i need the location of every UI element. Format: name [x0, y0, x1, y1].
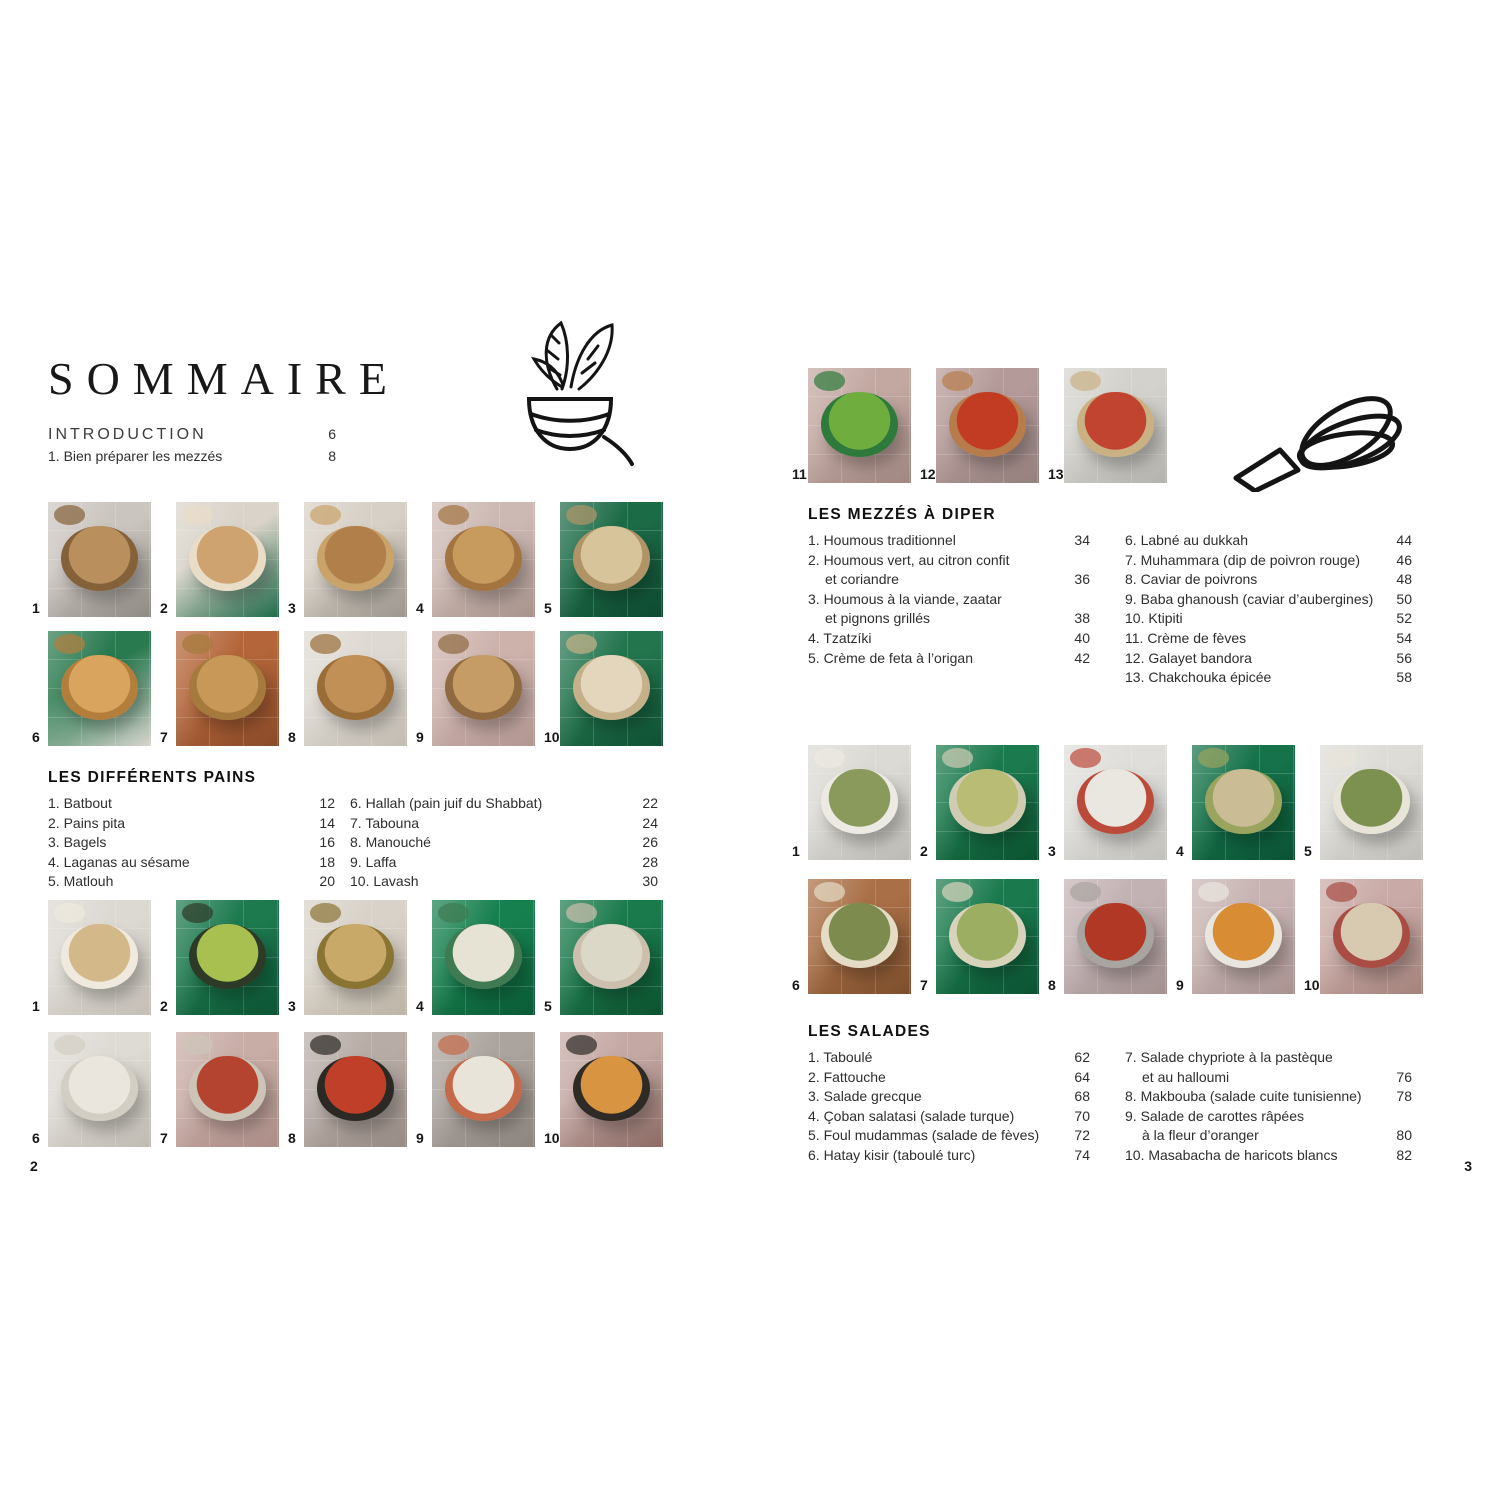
- food-photo-image: [176, 631, 279, 746]
- toc-entry-title: INTRODUCTION: [48, 426, 207, 443]
- food-photo-image: [936, 879, 1039, 994]
- toc-column: [1125, 1048, 1412, 1166]
- section-mezzes: [808, 506, 1412, 688]
- toc-entry-title: et pignons grillés: [825, 610, 931, 627]
- toc-entry: [808, 570, 1090, 590]
- photo-number: 12: [920, 466, 936, 482]
- toc-entry-page: 46: [1396, 551, 1412, 568]
- page-title: SOMMAIRE: [48, 353, 400, 404]
- food-photo: [286, 631, 407, 746]
- dish-shape: [1205, 769, 1281, 833]
- toc-entry-title: 10. Ktipiti: [1125, 610, 1183, 627]
- food-photo: [158, 631, 279, 746]
- food-photo-image: [176, 1032, 279, 1147]
- accent-shape: [310, 505, 341, 525]
- toc-entry-page: 40: [1074, 629, 1090, 646]
- photo-number: 8: [288, 1130, 296, 1146]
- food-photo-image: [1064, 368, 1167, 483]
- photo-number: 2: [920, 843, 928, 859]
- photo-number: 3: [288, 600, 296, 616]
- accent-shape: [182, 1035, 213, 1055]
- dish-shape: [573, 655, 649, 719]
- food-photo-image: [1064, 879, 1167, 994]
- toc-entry-title: 8. Manouché: [350, 834, 431, 851]
- food-photo: [414, 631, 535, 746]
- photo-number: 7: [160, 729, 168, 745]
- toc-entry-page: 16: [319, 834, 335, 851]
- dish-shape: [445, 526, 521, 590]
- toc-entry-title: 6. Hallah (pain juif du Shabbat): [350, 795, 543, 811]
- toc-entry: [1125, 570, 1412, 590]
- dish-shape: [821, 392, 897, 456]
- toc-entry: [1125, 1087, 1412, 1107]
- toc-entry-page: 42: [1074, 649, 1090, 666]
- toc-entry: [808, 531, 1090, 551]
- toc-entry-title: 7. Salade chypriote à la pastèque: [1125, 1049, 1333, 1065]
- toc-entry-page: 48: [1396, 571, 1412, 588]
- food-photo-image: [176, 502, 279, 617]
- toc-entry-page: 26: [642, 834, 658, 851]
- toc-column: [808, 531, 1090, 668]
- accent-shape: [1198, 882, 1229, 902]
- toc-entry-page: 50: [1396, 590, 1412, 607]
- food-photo: [286, 1032, 407, 1147]
- food-photo-image: [560, 900, 663, 1015]
- food-photo: [918, 745, 1039, 860]
- dish-shape: [1333, 769, 1409, 833]
- dish-shape: [445, 1056, 521, 1120]
- introduction-block: [48, 424, 336, 466]
- toc-entry: [808, 1126, 1090, 1146]
- accent-shape: [814, 882, 845, 902]
- food-photo: [1174, 745, 1295, 860]
- toc-entry-title: 10. Masabacha de haricots blancs: [1125, 1146, 1338, 1163]
- toc-entry: [350, 814, 658, 834]
- dish-shape: [317, 924, 393, 988]
- food-photo-image: [560, 631, 663, 746]
- toc-entry: [1125, 1048, 1412, 1068]
- toc-entry: [1125, 551, 1412, 571]
- photo-number: 13: [1048, 466, 1064, 482]
- toc-column: [1125, 531, 1412, 688]
- toc-entry-page: 74: [1074, 1146, 1090, 1163]
- accent-shape: [54, 505, 85, 525]
- whisk-illustration: [1228, 392, 1408, 492]
- dish-shape: [61, 655, 137, 719]
- toc-entry: [350, 853, 658, 873]
- food-photo: [30, 631, 151, 746]
- toc-entry-page: 20: [319, 873, 335, 890]
- food-photo-image: [48, 631, 151, 746]
- toc-entry-title: 7. Muhammara (dip de poivron rouge): [1125, 551, 1361, 568]
- toc-entry-title: 9. Laffa: [350, 853, 397, 870]
- food-photo-image: [304, 900, 407, 1015]
- dish-shape: [317, 1056, 393, 1120]
- section-title: LES DIFFÉRENTS PAINS: [48, 769, 257, 786]
- photo-number: 8: [1048, 977, 1056, 993]
- toc-entry-title: 3. Bagels: [48, 834, 107, 851]
- toc-entry-page: 52: [1396, 610, 1412, 627]
- food-photo: [286, 900, 407, 1015]
- dish-shape: [61, 526, 137, 590]
- toc-entry: [808, 1146, 1090, 1166]
- toc-entry-title: 5. Foul mudammas (salade de fèves): [808, 1127, 1040, 1144]
- photo-number: 10: [544, 1130, 560, 1146]
- accent-shape: [182, 903, 213, 923]
- photo-number: 11: [792, 466, 807, 482]
- toc-entry-page: 72: [1074, 1127, 1090, 1144]
- dish-shape: [445, 924, 521, 988]
- toc-entry-page: 22: [642, 795, 658, 811]
- section-title: LES MEZZÉS À DIPER: [808, 506, 996, 523]
- food-photo-image: [48, 900, 151, 1015]
- accent-shape: [566, 903, 597, 923]
- page-number-right: 3: [1464, 1158, 1472, 1174]
- food-photo-image: [432, 1032, 535, 1147]
- photo-number: 4: [416, 998, 424, 1014]
- toc-entry: [808, 649, 1090, 669]
- dip-photo-grid: [30, 900, 670, 1147]
- food-photo-image: [1064, 745, 1167, 860]
- toc-entry: [808, 1107, 1090, 1127]
- toc-entry: [1125, 629, 1412, 649]
- photo-number: 6: [792, 977, 800, 993]
- accent-shape: [942, 882, 973, 902]
- accent-shape: [182, 634, 213, 654]
- toc-entry-title: 13. Chakchouka épicée: [1125, 669, 1272, 686]
- toc-entry-page: 62: [1074, 1049, 1090, 1065]
- toc-entry: [808, 1087, 1090, 1107]
- accent-shape: [566, 634, 597, 654]
- food-photo-image: [432, 631, 535, 746]
- toc-entry-page: 18: [319, 853, 335, 870]
- accent-shape: [54, 634, 85, 654]
- toc-entry-title: 4. Laganas au sésame: [48, 853, 190, 870]
- toc-entry: [1125, 1146, 1412, 1166]
- toc-entry: [350, 872, 658, 892]
- toc-entry: [808, 629, 1090, 649]
- food-photo-image: [560, 502, 663, 617]
- dish-shape: [61, 924, 137, 988]
- toc-entry-page: 24: [642, 814, 658, 831]
- toc-entry-title: 3. Salade grecque: [808, 1088, 922, 1105]
- photo-number: 6: [32, 729, 40, 745]
- toc-entry-title: 4. Tzatzíki: [808, 629, 872, 646]
- toc-entry-page: 30: [642, 873, 658, 890]
- food-photo-image: [48, 502, 151, 617]
- toc-entry-page: 78: [1396, 1088, 1412, 1105]
- photo-number: 9: [416, 729, 424, 745]
- section-title: LES SALADES: [808, 1023, 931, 1040]
- food-photo-image: [432, 502, 535, 617]
- dish-shape: [445, 655, 521, 719]
- accent-shape: [438, 505, 469, 525]
- dish-shape: [1077, 769, 1153, 833]
- food-photo: [790, 368, 911, 483]
- food-photo: [414, 900, 535, 1015]
- food-photo-image: [304, 631, 407, 746]
- photo-number: 4: [1176, 843, 1184, 859]
- food-photo: [158, 1032, 279, 1147]
- toc-entry: [350, 794, 658, 814]
- toc-column: [48, 794, 335, 892]
- photo-number: 1: [792, 843, 800, 859]
- toc-entry: [48, 833, 335, 853]
- toc-entry: [48, 794, 335, 814]
- toc-entry-title: 1. Batbout: [48, 795, 112, 811]
- accent-shape: [438, 634, 469, 654]
- toc-entry-title: et coriandre: [825, 571, 899, 588]
- food-photo-image: [176, 900, 279, 1015]
- toc-entry: [1125, 649, 1412, 669]
- accent-shape: [310, 634, 341, 654]
- food-photo-image: [560, 1032, 663, 1147]
- toc-entry-title: 3. Houmous à la viande, zaatar: [808, 590, 1002, 607]
- food-photo-image: [808, 745, 911, 860]
- toc-entry-title: 2. Fattouche: [808, 1068, 886, 1085]
- food-photo-image: [936, 368, 1039, 483]
- photo-number: 4: [416, 600, 424, 616]
- toc-entry-title: 1. Houmous traditionnel: [808, 532, 956, 548]
- toc-entry-title: 1. Taboulé: [808, 1049, 873, 1065]
- toc-entry-title: 8. Makbouba (salade cuite tunisienne): [1125, 1088, 1362, 1105]
- toc-entry-page: 58: [1396, 669, 1412, 686]
- dish-shape: [189, 655, 265, 719]
- dish-shape: [189, 924, 265, 988]
- toc-entry: [350, 833, 658, 853]
- photo-number: 5: [544, 998, 552, 1014]
- toc-entry: [1125, 590, 1412, 610]
- accent-shape: [1326, 882, 1357, 902]
- toc-entry-title: 12. Galayet bandora: [1125, 649, 1252, 666]
- photo-number: 10: [544, 729, 560, 745]
- toc-entry-title: 7. Tabouna: [350, 814, 420, 831]
- food-photo: [286, 502, 407, 617]
- food-photo: [30, 900, 151, 1015]
- toc-entry-page: 70: [1074, 1107, 1090, 1124]
- accent-shape: [1070, 882, 1101, 902]
- food-photo-image: [808, 879, 911, 994]
- dish-shape: [189, 526, 265, 590]
- dish-shape: [573, 924, 649, 988]
- toc-entry-title: 1. Bien préparer les mezzés: [48, 448, 223, 464]
- photo-number: 1: [32, 998, 40, 1014]
- food-photo-image: [808, 368, 911, 483]
- dish-shape: [573, 1056, 649, 1120]
- toc-entry-title: 5. Crème de feta à l’origan: [808, 649, 973, 666]
- toc-entry-page: 38: [1074, 610, 1090, 627]
- bowl-with-herbs-illustration: [500, 315, 640, 467]
- toc-entry-title: 11. Crème de fèves: [1125, 629, 1247, 646]
- accent-shape: [814, 371, 845, 391]
- food-photo: [1046, 879, 1167, 994]
- accent-shape: [942, 371, 973, 391]
- accent-shape: [310, 903, 341, 923]
- food-photo: [918, 368, 1039, 483]
- toc-entry-page: 76: [1396, 1068, 1412, 1085]
- toc-entry-title: 10. Lavash: [350, 873, 419, 890]
- toc-entry-title: 8. Caviar de poivrons: [1125, 571, 1258, 588]
- food-photo-image: [304, 1032, 407, 1147]
- food-photo: [918, 879, 1039, 994]
- accent-shape: [1070, 371, 1101, 391]
- accent-shape: [942, 748, 973, 768]
- toc-entry-page: 64: [1074, 1068, 1090, 1085]
- food-photo: [542, 1032, 663, 1147]
- photo-number: 3: [1048, 843, 1056, 859]
- accent-shape: [566, 1035, 597, 1055]
- food-photo: [1046, 745, 1167, 860]
- photo-number: 10: [1304, 977, 1320, 993]
- section-salades: [808, 1023, 1412, 1166]
- toc-entry-title: 9. Baba ghanoush (caviar d’aubergines): [1125, 590, 1374, 607]
- toc-entry: [1125, 609, 1412, 629]
- toc-entry-title: 2. Pains pita: [48, 814, 126, 831]
- toc-entry-page: 36: [1074, 571, 1090, 588]
- salad-photo-grid: [790, 745, 1430, 994]
- toc-entry: [48, 424, 336, 446]
- toc-entry-title: et au halloumi: [1142, 1068, 1230, 1085]
- section-breads: [48, 769, 658, 892]
- food-photo: [542, 631, 663, 746]
- dish-shape: [821, 903, 897, 967]
- food-photo: [30, 1032, 151, 1147]
- food-photo: [1174, 879, 1295, 994]
- food-photo-image: [1192, 879, 1295, 994]
- food-photo: [1302, 879, 1423, 994]
- food-photo: [158, 502, 279, 617]
- photo-number: 2: [160, 998, 168, 1014]
- food-photo: [158, 900, 279, 1015]
- dish-shape: [949, 769, 1025, 833]
- dish-shape: [1077, 392, 1153, 456]
- food-photo: [1302, 745, 1423, 860]
- dish-shape: [1077, 903, 1153, 967]
- toc-entry-page: 12: [319, 795, 335, 811]
- toc-entry: [48, 872, 335, 892]
- toc-entry-page: 56: [1396, 649, 1412, 666]
- dish-shape: [949, 903, 1025, 967]
- photo-number: 7: [920, 977, 928, 993]
- toc-column: [808, 1048, 1090, 1166]
- toc-entry-title: 2. Houmous vert, au citron confit: [808, 551, 1010, 568]
- dish-shape: [317, 526, 393, 590]
- toc-entry-page: 28: [642, 853, 658, 870]
- food-photo: [790, 879, 911, 994]
- toc-entry-title: à la fleur d’oranger: [1142, 1127, 1259, 1144]
- toc-entry-title: 5. Matlouh: [48, 873, 114, 890]
- toc-entry-page: 34: [1074, 532, 1090, 548]
- accent-shape: [182, 505, 213, 525]
- accent-shape: [1326, 748, 1357, 768]
- food-photo: [790, 745, 911, 860]
- toc-entry-page: 68: [1074, 1088, 1090, 1105]
- accent-shape: [54, 1035, 85, 1055]
- toc-entry-page: 82: [1396, 1146, 1412, 1163]
- accent-shape: [1198, 748, 1229, 768]
- toc-entry-page: 54: [1396, 629, 1412, 646]
- toc-entry-page: 8: [328, 448, 336, 464]
- dish-shape: [949, 392, 1025, 456]
- toc-entry-page: 14: [319, 814, 335, 831]
- accent-shape: [438, 903, 469, 923]
- toc-entry: [1125, 1126, 1412, 1146]
- dish-shape: [189, 1056, 265, 1120]
- toc-entry-page: 44: [1396, 532, 1412, 548]
- photo-number: 9: [1176, 977, 1184, 993]
- accent-shape: [1070, 748, 1101, 768]
- food-photo: [30, 502, 151, 617]
- photo-number: 7: [160, 1130, 168, 1146]
- accent-shape: [566, 505, 597, 525]
- photo-number: 8: [288, 729, 296, 745]
- toc-entry: [1125, 1107, 1412, 1127]
- toc-entry-page: 6: [328, 426, 336, 442]
- food-photo-image: [1192, 745, 1295, 860]
- food-photo-image: [432, 900, 535, 1015]
- toc-entry-title: 4. Çoban salatasi (salade turque): [808, 1107, 1015, 1124]
- accent-shape: [54, 903, 85, 923]
- food-photo-image: [304, 502, 407, 617]
- toc-entry: [808, 551, 1090, 571]
- dish-shape: [821, 769, 897, 833]
- toc-entry-title: 6. Hatay kisir (taboulé turc): [808, 1146, 976, 1163]
- accent-shape: [814, 748, 845, 768]
- food-photo: [542, 900, 663, 1015]
- toc-entry-page: 80: [1396, 1127, 1412, 1144]
- food-photo: [414, 502, 535, 617]
- toc-entry: [1125, 668, 1412, 688]
- photo-number: 5: [1304, 843, 1312, 859]
- accent-shape: [438, 1035, 469, 1055]
- toc-entry: [48, 853, 335, 873]
- food-photo: [1046, 368, 1167, 483]
- dish-shape: [1205, 903, 1281, 967]
- bread-photo-grid: [30, 502, 670, 746]
- photo-number: 5: [544, 600, 552, 616]
- toc-entry: [808, 590, 1090, 610]
- toc-entry: [808, 1048, 1090, 1068]
- photo-number: 1: [32, 600, 40, 616]
- toc-entry: [48, 446, 336, 466]
- toc-entry-title: 9. Salade de carottes râpées: [1125, 1107, 1305, 1124]
- page-number-left: 2: [30, 1158, 38, 1174]
- dish-shape: [573, 526, 649, 590]
- food-photo-image: [1320, 745, 1423, 860]
- toc-entry: [1125, 531, 1412, 551]
- toc-entry: [48, 814, 335, 834]
- photo-number: 3: [288, 998, 296, 1014]
- dish-shape: [61, 1056, 137, 1120]
- food-photo: [414, 1032, 535, 1147]
- photo-number: 2: [160, 600, 168, 616]
- dish-shape: [1333, 903, 1409, 967]
- photo-number: 6: [32, 1130, 40, 1146]
- food-photo-image: [48, 1032, 151, 1147]
- toc-entry: [1125, 1068, 1412, 1088]
- toc-entry-title: 6. Labné au dukkah: [1125, 532, 1248, 548]
- food-photo: [542, 502, 663, 617]
- photo-number: 9: [416, 1130, 424, 1146]
- food-photo-image: [1320, 879, 1423, 994]
- food-photo-image: [936, 745, 1039, 860]
- dish-shape: [317, 655, 393, 719]
- toc-entry: [808, 609, 1090, 629]
- toc-column: [350, 794, 658, 892]
- toc-entry: [808, 1068, 1090, 1088]
- accent-shape: [310, 1035, 341, 1055]
